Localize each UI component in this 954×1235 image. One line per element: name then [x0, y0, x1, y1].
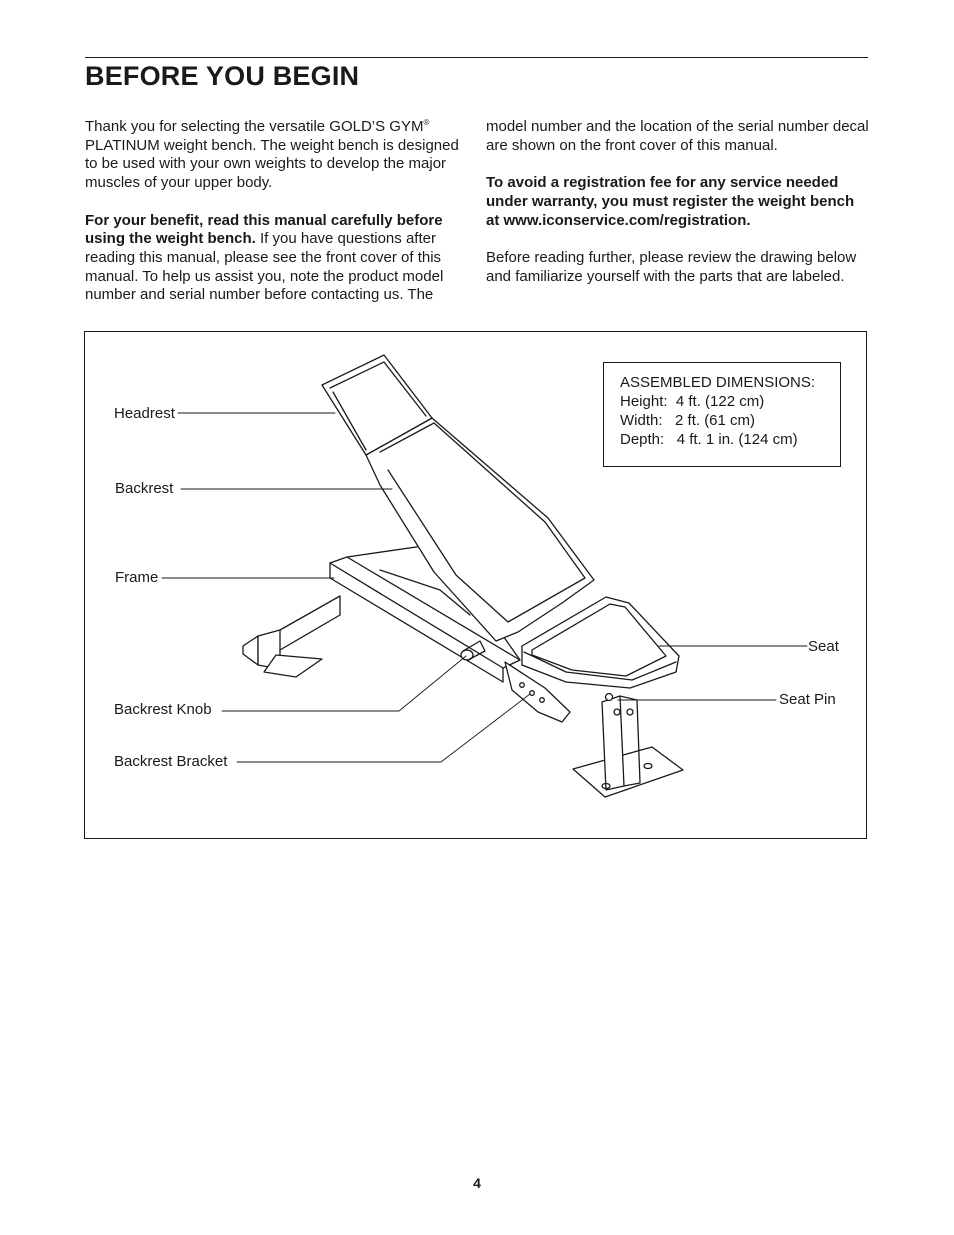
leader-backrest-bracket [237, 694, 530, 762]
dimension-width: Width: 2 ft. (61 cm) [620, 412, 756, 429]
label-seat: Seat [808, 638, 839, 655]
intro-paragraph-4: Before reading further, please review the drawing below and familiarize yourself with the parts that are labeled. [486, 248, 857, 285]
label-headrest: Headrest [114, 405, 175, 422]
intro-paragraph-2-part-2: model number and the location of the serial number decal are shown on the front cover of this manual. [486, 118, 869, 154]
label-frame: Frame [115, 569, 159, 586]
registered-mark: ® [423, 118, 430, 127]
rear-stabilizer-icon [243, 596, 340, 677]
page-number: 4 [473, 1175, 481, 1191]
backrest-pad-icon [366, 418, 594, 641]
assembled-dimensions-box [603, 362, 841, 467]
intro-paragraph-1: Thank you for selecting the versatile GOLD’S GYM® PLATINUM weight bench. The weight bench is designed to be used with your own weights to develop the major muscles of your upper body. [85, 118, 459, 192]
dimension-height: Height: 4 ft. (122 cm) [620, 393, 765, 410]
intro-paragraph-3: To avoid a registration fee for any service needed under warranty, you must register the weight bench at www.iconservice.com/registration. [486, 174, 855, 229]
label-backrest-knob: Backrest Knob [114, 701, 212, 718]
label-backrest: Backrest [115, 480, 174, 497]
dimensions-heading: ASSEMBLED DIMENSIONS: [620, 374, 816, 391]
label-seat-pin: Seat Pin [779, 691, 836, 708]
dimension-depth: Depth: 4 ft. 1 in. (124 cm) [620, 431, 798, 448]
page-title: BEFORE YOU BEGIN [85, 61, 360, 91]
intro-paragraph-2-part-1: For your benefit, read this manual carefully before using the weight bench. If you have questions after reading this manual, please see the front cover of this manual. To help us assist you, note the product model number and serial number before contacting us. The [85, 211, 444, 304]
label-backrest-bracket: Backrest Bracket [114, 753, 228, 770]
